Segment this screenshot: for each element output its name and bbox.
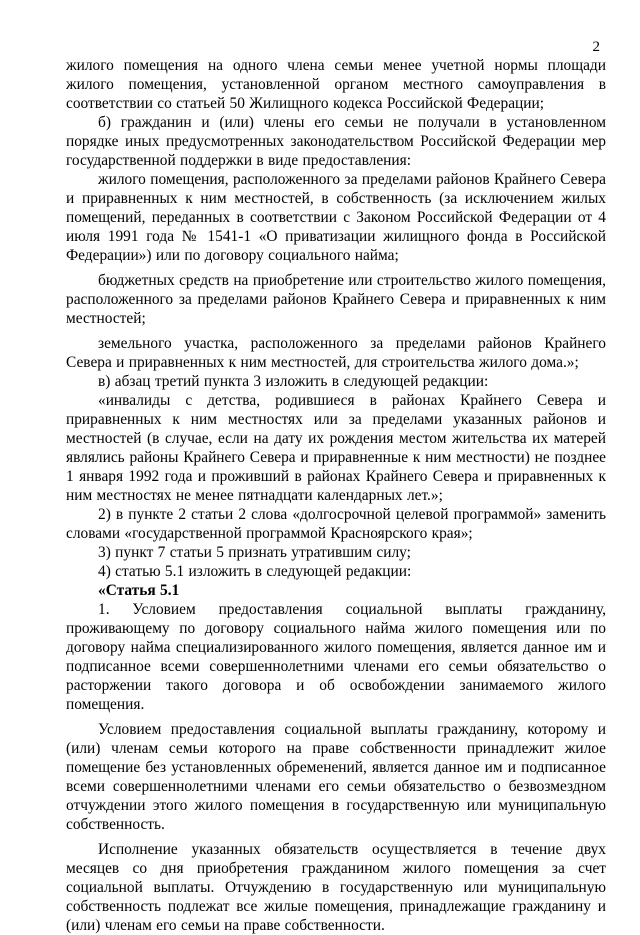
paragraph-living-space: жилого помещения, расположенного за пределами районов Крайнего Севера и приравненных к ним местностей, в собственность (за исключением жилых помещений, переданных в соответствии с Законом Российской Федерации от 4 июля 1991 года № 1541-1 «О приватизации жилищного фонда в Российской Федерации») или по договору социального найма;: [66, 171, 606, 264]
paragraph-disabled: «инвалиды с детства, родившиеся в районах Крайнего Севера и приравненных к ним местностях или за пределами указанных районов и местностей (в случае, если на дату их рождения местом жительства их матерей являлись районы Крайнего Севера и приравненные к ним местности) не позднее 1 января 1992 года и проживший в районах Крайнего Севера и приравненных к ним местностях не менее пятнадцати календарных лет.»;: [66, 392, 606, 504]
paragraph-item-3: 3) пункт 7 статьи 5 признать утратившим силу;: [98, 544, 411, 561]
paragraph-article-1: 1. Условием предоставления социальной выплаты гражданину, проживающему по договору социального найма жилого помещения или по договору найма специализированного жилого помещения, является данное им и подписанное всеми совершеннолетними членами его семьи обязательство о расторжении такого договора и об освобождении занимаемого жилого помещения.: [66, 601, 606, 713]
paragraph-item-4: 4) статью 5.1 изложить в следующей редакции:: [98, 563, 412, 580]
document-body: [66, 56, 606, 935]
paragraph-article-ownership: Условием предоставления социальной выплаты гражданину, которому и (или) членам семьи которого на праве собственности принадлежит жилое помещение без установленных обременений, является данное им и подписанное всеми совершеннолетними членами его семьи обязательство о безвозмездном отчуждении этого жилого помещения в государственную или муниципальную собственность.: [66, 721, 606, 833]
paragraph-v: в) абзац третий пункта 3 изложить в следующей редакции:: [98, 373, 489, 390]
paragraph-budget-funds: бюджетных средств на приобретение или строительство жилого помещения, расположенного за пределами районов Крайнего Севера и приравненных к ним местностей;: [66, 272, 606, 327]
paragraph-article-execution: Исполнение указанных обязательств осуществляется в течение двух месяцев со дня приобретения гражданином жилого помещения за счет социальной выплаты. Отчуждению в государственную или муниципальную собственность подлежат все жилые помещения, принадлежащие гражданину и (или) членам его семьи на праве собственности.: [66, 841, 606, 934]
page-number: 2: [592, 39, 600, 55]
article-heading: «Статья 5.1: [98, 582, 180, 599]
paragraph-b: б) гражданин и (или) члены его семьи не получали в установленном порядке иных предусмотренных законодательством Российской Федерации мер государственной поддержки в виде предоставления:: [66, 114, 606, 169]
paragraph-continuation: жилого помещения на одного члена семьи менее учетной нормы площади жилого помещения, установленной органом местного самоуправления в соответствии со статьей 50 Жилищного кодекса Российской Федерации;: [66, 57, 606, 112]
paragraph-item-2: 2) в пункте 2 статьи 2 слова «долгосрочной целевой программой» заменить словами «государственной программой Красноярского края»;: [66, 506, 606, 542]
paragraph-land-plot: земельного участка, расположенного за пределами районов Крайнего Севера и приравненных к ним местностей, для строительства жилого дома.»;: [66, 335, 606, 371]
